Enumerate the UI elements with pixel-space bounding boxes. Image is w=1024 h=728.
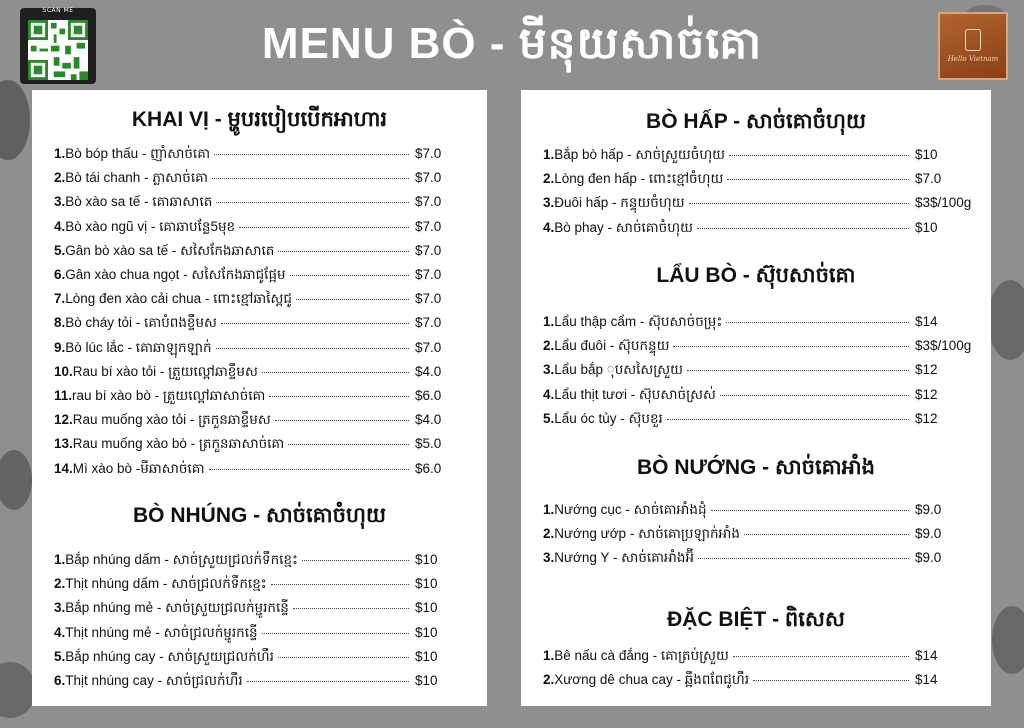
menu-item-number: 11. [54,388,73,403]
menu-item-name: Bắp nhúng cay - សាច់ស្រួយជ្រលក់ហឹរ [65,648,274,664]
menu-item-number: 1. [54,552,66,567]
section-title-dac-biet: ĐẶC BIỆT - ពិសេស [667,608,845,631]
menu-item-name: Lẩu óc tủy - ស៊ុបខួរ [554,410,663,426]
menu-item-number: 3. [543,362,555,378]
menu-item-leader [216,202,409,203]
menu-item [54,435,459,455]
menu-item [543,146,981,166]
menu-item-name: Thịt nhúng cay - សាច់ជ្រលក់ហឹរ [65,673,243,688]
menu-item [54,169,459,189]
menu-item-leader [214,154,409,155]
menu-item-leader [698,558,909,559]
menu-item-price: $10 [915,147,938,162]
menu-item-number: 5. [54,648,66,664]
menu-panel-left [32,90,487,706]
menu-item-number: 3. [54,194,66,210]
menu-item [54,339,459,359]
menu-item-price: $7.0 [415,339,442,355]
menu-item [54,460,459,480]
menu-item-price: $10 [415,576,438,592]
menu-item-price: $12 [915,410,938,426]
menu-item [54,624,459,644]
menu-item-name: Lòng đen hấp - ពោះខ្មៅចំហុយ [554,171,724,187]
menu-item [543,313,981,333]
qr-scan-label: SCAN ME [42,7,74,14]
menu-item-leader [720,395,909,396]
menu-item-price: $7.0 [415,194,442,210]
menu-item-name: Bắp nhúng mẻ - សាច់ស្រួយជ្រលក់ម្ជូរកន្ទើ [65,600,289,616]
menu-item-name: Bò bóp thấu - ញាំសាច់គោ [65,146,211,161]
menu-item-price: $10 [415,648,438,664]
menu-item [54,363,459,383]
menu-item-leader [697,228,909,229]
menu-item-price: $7.0 [415,146,442,161]
section-title-bo-nuong: BÒ NƯỚNG - សាច់គោអាំង [637,456,875,479]
menu-item-number: 1. [543,314,555,329]
menu-item [543,647,981,667]
menu-item [54,648,459,668]
menu-item [543,525,981,545]
menu-item-leader [667,419,909,420]
menu-item [54,599,459,619]
menu-item-name: Bò xào ngũ vị - គោឆាបន្លែ5មុខ [65,218,236,234]
menu-item-number: 2. [54,576,66,592]
menu-item-number: 1. [54,146,66,161]
menu-item-number: 2. [54,170,66,186]
menu-item-leader [262,633,409,634]
menu-item [543,671,981,691]
menu-item-leader [711,510,909,511]
menu-item-price: $10 [915,219,938,235]
menu-item-price: $14 [915,314,938,329]
menu-item-name: Gân bò xào sa tế - សសៃកែងឆាសាតេ [65,242,275,258]
menu-item-number: 7. [54,291,66,307]
menu-item-number: 1. [543,147,555,162]
menu-item [54,290,459,310]
menu-item-number: 3. [54,600,66,616]
menu-item-price: $10 [415,673,438,688]
section-title-khai-vi: KHAI VỊ - ម្ហូបរបៀបបើកអាហារ [131,108,388,131]
menu-item-name: Thịt nhúng dấm - សាច់ជ្រលក់ទឹកខ្មេះ [65,576,267,592]
menu-item-name: Xương dê chua cay - ឆ្អឹងពពែជូហឹរ [554,672,749,688]
menu-item-price: $7.0 [415,218,442,234]
menu-item-number: 5. [543,410,555,426]
menu-item-price: $6.0 [415,388,442,403]
menu-item-leader [293,608,409,609]
menu-item-leader [673,346,909,347]
menu-item-price: $3$/100g [915,338,972,354]
menu-item-price: $14 [915,672,938,688]
menu-item-number: 1. [543,502,555,517]
menu-item-number: 8. [54,315,66,331]
menu-item-price: $9.0 [915,526,942,542]
menu-item-number: 12. [54,412,73,428]
menu-item [54,193,459,213]
section-title-lau-bo: LẨU BÒ - ស៊ុបសាច់គោ [656,264,856,287]
menu-item-leader [212,178,409,179]
menu-item-leader [271,584,409,585]
menu-item-number: 4. [543,219,555,235]
menu-item-number: 2. [543,338,555,354]
menu-item-leader [753,680,909,681]
menu-item-price: $7.0 [415,170,442,186]
menu-item-price: $7.0 [415,267,442,282]
menu-item [54,387,459,407]
menu-item [543,361,981,381]
menu-item-leader [744,534,909,535]
menu-item-price: $14 [915,648,938,663]
menu-item-leader [689,203,909,204]
menu-item-name: Đuôi hấp - កន្ទុយចំហុយ [554,195,685,211]
menu-item-name: Bò tái chanh - ភ្លាសាច់គោ [65,170,209,186]
menu-item-name: Lòng đen xào cải chua - ពោះខ្មៅឆាស្ពៃជូ [65,291,292,307]
menu-item-name: Mì xào bò -មីឆាសាច់គោ [72,460,205,476]
menu-item-leader [687,370,909,371]
menu-item-number: 9. [54,339,66,355]
menu-item-name: Nướng ướp - សាច់គោប្រឡាក់អាំង [554,526,740,542]
menu-item [54,242,459,262]
menu-item-number: 14. [54,460,73,476]
menu-item-name: Bắp nhúng dấm - សាច់ស្រួយជ្រលក់ទឹកខ្មេះ [65,552,298,567]
menu-item [54,218,459,238]
menu-item-number: 5. [54,242,66,258]
menu-item-leader [288,444,409,445]
menu-panel-right [521,90,991,706]
menu-item-price: $4.0 [415,363,442,379]
menu-item-price: $7.0 [415,315,442,331]
menu-item-name: Nướng cục - សាច់គោអាំងដុំ [554,502,707,517]
section-title-bo-nhung: BÒ NHÚNG - សាច់គោចំហុយ [133,504,386,527]
menu-item-price: $9.0 [915,502,942,517]
menu-item [543,194,981,214]
menu-item-leader [278,251,409,252]
menu-item-leader [729,155,909,156]
menu-item-price: $12 [915,386,938,402]
menu-item-leader [733,656,909,657]
menu-item-name: Bắp bò hấp - សាច់ស្រួយចំហុយ [554,147,726,162]
menu-item [543,501,981,521]
menu-item-name: rau bí xào bò - ត្រួយល្ពៅឆាសាច់គោ [72,388,266,403]
menu-item-leader [239,227,409,228]
menu-item-number: 2. [543,672,555,688]
menu-item [543,170,981,190]
menu-item-name: Lẩu đuôi - ស៊ុបកន្ទុយ [554,338,670,354]
menu-item-number: 4. [54,624,66,640]
menu-item-price: $7.0 [915,171,942,187]
section-title-bo-hap: BÒ HẤP - សាច់គោចំហុយ [646,110,866,133]
menu-item-price: $3$/100g [915,195,972,211]
menu-item-name: Rau muống xào bò - ត្រកួនឆាសាច់គោ [72,436,285,452]
menu-item [54,672,459,692]
menu-item-name: Lẩu thập cẩm - ស៊ុបសាច់ចម្រុះ [554,314,723,329]
menu-item-leader [727,179,909,180]
menu-item-price: $5.0 [415,436,442,452]
menu-item-number: 4. [543,386,555,402]
menu-item-name: Gân xào chua ngọt - សសៃកែងឆាជូផ្អែម [65,267,286,282]
menu-item-number: 6. [54,267,66,282]
menu-item-leader [290,275,409,276]
menu-item [543,386,981,406]
menu-item-name: Rau muống xào tỏi - ត្រកួនឆាខ្ទឹមស [72,412,271,428]
menu-item-number: 2. [543,171,555,187]
menu-item-number: 3. [543,550,555,566]
menu-item-leader [302,560,409,561]
menu-item-name: Lẩu thịt tươi - ស៊ុបសាច់ស្រស់ [554,386,716,402]
menu-item-number: 2. [543,526,555,542]
menu-item-leader [726,322,909,323]
menu-item [543,410,981,430]
menu-item-number: 13. [54,436,73,452]
menu-item-leader [278,657,409,658]
menu-item-number: 10. [54,363,73,379]
menu-item-number: 1. [543,648,555,663]
menu-item-name: Bò xào sa tế - គោឆាសាតេ [65,194,213,210]
menu-item-name: Bò lúc lắc - គោឆាឡុកឡាក់ [65,339,212,355]
menu-item-leader [262,372,409,373]
menu-item-price: $10 [415,600,438,616]
page-title: MENU BÒ - មីនុយសាច់គោ [261,19,763,68]
menu-item-price: $10 [415,552,438,567]
menu-item [543,549,981,569]
menu-item [54,575,459,595]
menu-item-leader [247,681,409,682]
menu-item [54,145,459,165]
menu-item-price: $6.0 [415,460,442,476]
logo-text: Hello Vietnam [947,55,999,63]
menu-item-price: $9.0 [915,550,942,566]
menu-item [54,266,459,286]
menu-item-price: $7.0 [415,242,442,258]
menu-item-price: $4.0 [415,412,442,428]
menu-item [54,551,459,571]
menu-item-leader [221,323,409,324]
menu-item-leader [296,299,409,300]
menu-item-name: Bê nấu cà đắng - គោត្រប់ស្រួយ [554,648,729,663]
menu-item-name: Thịt nhúng mẻ - សាច់ជ្រលក់ម្ជូរកន្ទើ [65,624,258,640]
menu-item-number: 4. [54,218,66,234]
menu-item-price: $7.0 [415,291,442,307]
menu-item-name: Nướng Y - សាច់គោអាំងអ៊ី [554,550,695,566]
menu-item-number: 3. [543,195,555,211]
menu-item-leader [269,396,409,397]
menu-item-name: Lẩu bắp ុបសសៃស្រួយ [554,362,684,378]
menu-item-leader [209,469,409,470]
menu-item-price: $10 [415,624,438,640]
menu-item [543,219,981,239]
menu-item-leader [216,348,409,349]
menu-item-name: Rau bí xào tỏi - ត្រួយល្ពៅឆាខ្ទឹមស [72,363,258,379]
menu-item [54,411,459,431]
menu-item-leader [275,420,409,421]
menu-item-price: $12 [915,362,938,378]
menu-item [54,314,459,334]
menu-item-number: 6. [54,673,66,688]
menu-item [543,337,981,357]
menu-item-name: Bò phay - សាច់គោចំហុយ [554,219,693,235]
menu-item-name: Bò cháy tỏi - គោបំពងខ្ទឹមស [65,315,217,331]
